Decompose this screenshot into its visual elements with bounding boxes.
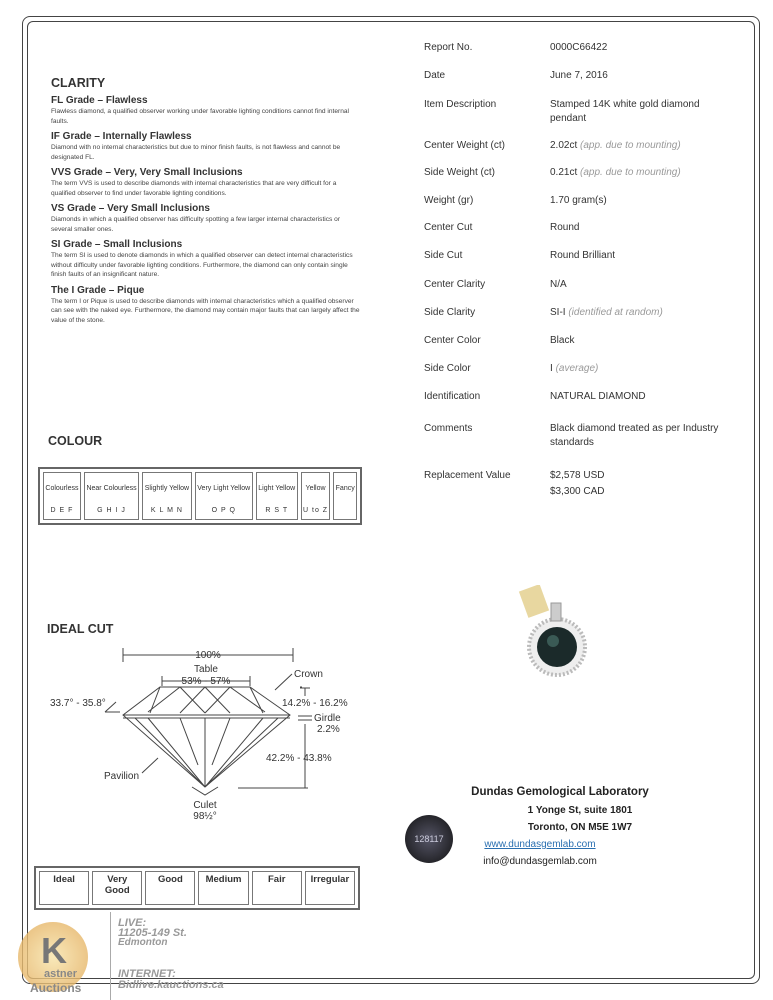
field-label: Item Description: [424, 99, 497, 110]
field-note: (app. due to mounting): [580, 140, 681, 151]
lab-address-1: 1 Yonge St, suite 1801: [527, 805, 633, 816]
field-note: (average): [555, 363, 599, 374]
pendant-photo: [515, 585, 595, 705]
colour-grades: U to Z: [303, 507, 329, 514]
lab-address-2: Toronto, ON M5E 1W7: [527, 822, 633, 833]
field-note: (identified at random): [568, 307, 663, 318]
pavilion-depth: 42.2% - 43.8%: [266, 753, 332, 764]
colour-grades: G H I J: [97, 507, 126, 514]
colour-column: [84, 472, 139, 520]
colour-grades: K L M N: [150, 507, 183, 514]
cut-grade-cell: Ideal: [39, 871, 89, 905]
colour-name: Near Colourless: [86, 484, 137, 492]
colour-table: [38, 467, 362, 525]
diamond-cut-diagram: [30, 640, 370, 825]
clarity-grade-text: The term VVS is used to describe diamonds with internal characteristics that are very difficult for a qualified observer to find under favorable lighting conditions.: [51, 180, 337, 197]
lab-website-link[interactable]: www.dundasgemlab.com: [484, 839, 596, 850]
clarity-grade-title: The I Grade – Pique: [51, 284, 145, 296]
colour-name: Light Yellow: [258, 484, 296, 492]
table-value: 53% - 57%: [181, 676, 231, 687]
cut-grade-cell: Medium: [198, 871, 248, 905]
field-value: $2,578 USD: [550, 470, 605, 481]
field-label: Center Weight (ct): [424, 140, 505, 151]
lab-name: Dundas Gemological Laboratory: [471, 786, 649, 798]
clarity-grade-title: VVS Grade – Very, Very Small Inclusions: [51, 167, 243, 178]
culet-label: Culet: [193, 800, 217, 811]
field-value: Round Brilliant: [550, 250, 616, 261]
field-value: Round: [550, 222, 580, 233]
seal-number: 128117: [414, 834, 444, 844]
girdle-label: Girdle: [314, 713, 341, 724]
field-value: Black: [550, 335, 575, 346]
field-label: Side Clarity: [424, 307, 476, 318]
colour-column: [142, 472, 191, 520]
colour-column: [301, 472, 331, 520]
clarity-grade-title: SI Grade – Small Inclusions: [51, 239, 183, 250]
field-value: 0000C66422: [550, 42, 608, 53]
field-label: Center Color: [424, 335, 481, 346]
watermark-live: [118, 918, 187, 948]
field-value: Black diamond treated as per Industry standards: [550, 423, 719, 448]
colour-column: [333, 472, 357, 520]
field-label: Comments: [424, 423, 473, 434]
field-label: Center Cut: [424, 222, 473, 233]
field-value: NATURAL DIAMOND: [550, 391, 646, 402]
colour-grades: O P Q: [211, 507, 236, 514]
field-label: Side Color: [424, 363, 471, 374]
cut-grade-cell: Fair: [252, 871, 302, 905]
clarity-title: CLARITY: [51, 76, 106, 90]
crown-angle: 33.7° - 35.8°: [50, 698, 106, 709]
cut-grade-cell: Very Good: [92, 871, 142, 905]
clarity-grade-title: VS Grade – Very Small Inclusions: [51, 203, 210, 214]
field-value: 0.21ct: [550, 167, 578, 178]
crown-label: Crown: [294, 669, 323, 680]
cut-grade-table: [34, 866, 360, 910]
kastner-auctions-logo: K astner Auctions: [8, 918, 104, 996]
clarity-grade-text: Diamonds in which a qualified observer has difficulty spotting a few larger internal characteristics or several smaller ones.: [51, 216, 341, 233]
clarity-section: [51, 76, 361, 325]
table-label: Table: [194, 664, 218, 675]
field-note: (app. due to mounting): [580, 167, 681, 178]
clarity-grade-text: The term SI is used to denote diamonds in which a qualified observer can detect internal characteristics without difficulty under favorable lighting conditions. Furthermore, the diamond can only contain single finish faults of an insignificant nature.: [51, 252, 353, 278]
pavilion-label: Pavilion: [104, 771, 140, 782]
field-value: SI-I: [550, 307, 566, 318]
ideal-cut-title: IDEAL CUT: [47, 622, 114, 636]
field-label: Side Weight (ct): [424, 167, 495, 178]
culet-value: 98½°: [193, 811, 217, 822]
field-label: Report No.: [424, 42, 473, 53]
colour-column: [195, 472, 253, 520]
live-address: 11205-149 St.: [118, 927, 187, 939]
field-label: Identification: [424, 391, 481, 402]
width-label: 100%: [195, 650, 221, 661]
colour-column: [43, 472, 81, 520]
colour-name: Very Light Yellow: [197, 484, 251, 492]
cut-grade-cell: Good: [145, 871, 195, 905]
replacement-value-cad: $3,300 CAD: [550, 486, 605, 497]
field-value: 1.70 gram(s): [550, 195, 607, 206]
hologram-seal: [405, 815, 453, 863]
colour-name: Fancy: [335, 484, 355, 492]
clarity-grade-title: FL Grade – Flawless: [51, 95, 148, 106]
field-label: Replacement Value: [424, 470, 511, 481]
field-label: Date: [424, 70, 446, 81]
field-label: Center Clarity: [424, 279, 486, 290]
cut-grade-cell: Irregular: [305, 871, 355, 905]
clarity-grade-text: Diamond with no internal characteristics but due to minor finish faults, is not flawless and cannot be designated FL.: [51, 144, 341, 161]
clarity-grade-text: The term I or Pique is used to describe diamonds with internal characteristics which a qualified observer can see with the naked eye. Furthermore, the diamond may contain major faults that can largely affect the value of the stone.: [51, 297, 360, 324]
clarity-grade-text: Flawless diamond, a qualified observer working under favorable lighting conditions cannot find internal faults.: [51, 108, 349, 125]
live-city: Edmonton: [118, 937, 168, 948]
clarity-grade-title: IF Grade – Internally Flawless: [51, 131, 192, 142]
watermark-internet: [118, 969, 224, 991]
colour-name: Slightly Yellow: [144, 484, 190, 492]
field-label: Side Cut: [424, 250, 463, 261]
colour-column: [256, 472, 298, 520]
internet-label: INTERNET:: [118, 968, 176, 980]
crown-height: 14.2% - 16.2%: [282, 698, 348, 709]
colour-grades: R S T: [265, 507, 289, 514]
field-value: June 7, 2016: [550, 70, 608, 81]
girdle-value: 2.2%: [317, 724, 340, 735]
colour-title: COLOUR: [48, 434, 103, 448]
field-value: Stamped 14K white gold diamond pendant: [550, 99, 700, 124]
live-label: LIVE:: [118, 917, 147, 929]
field-value: I: [550, 363, 553, 374]
colour-name: Yellow: [305, 484, 326, 492]
lab-email: info@dundasgemlab.com: [483, 856, 597, 867]
watermark-divider: [110, 912, 111, 1000]
colour-grades: D E F: [50, 507, 74, 514]
internet-url: Bidlive.kauctions.ca: [118, 979, 224, 991]
colour-name: Colourless: [45, 484, 79, 492]
field-value: 2.02ct: [550, 140, 578, 151]
field-value: N/A: [550, 279, 567, 290]
field-label: Weight (gr): [424, 195, 474, 206]
